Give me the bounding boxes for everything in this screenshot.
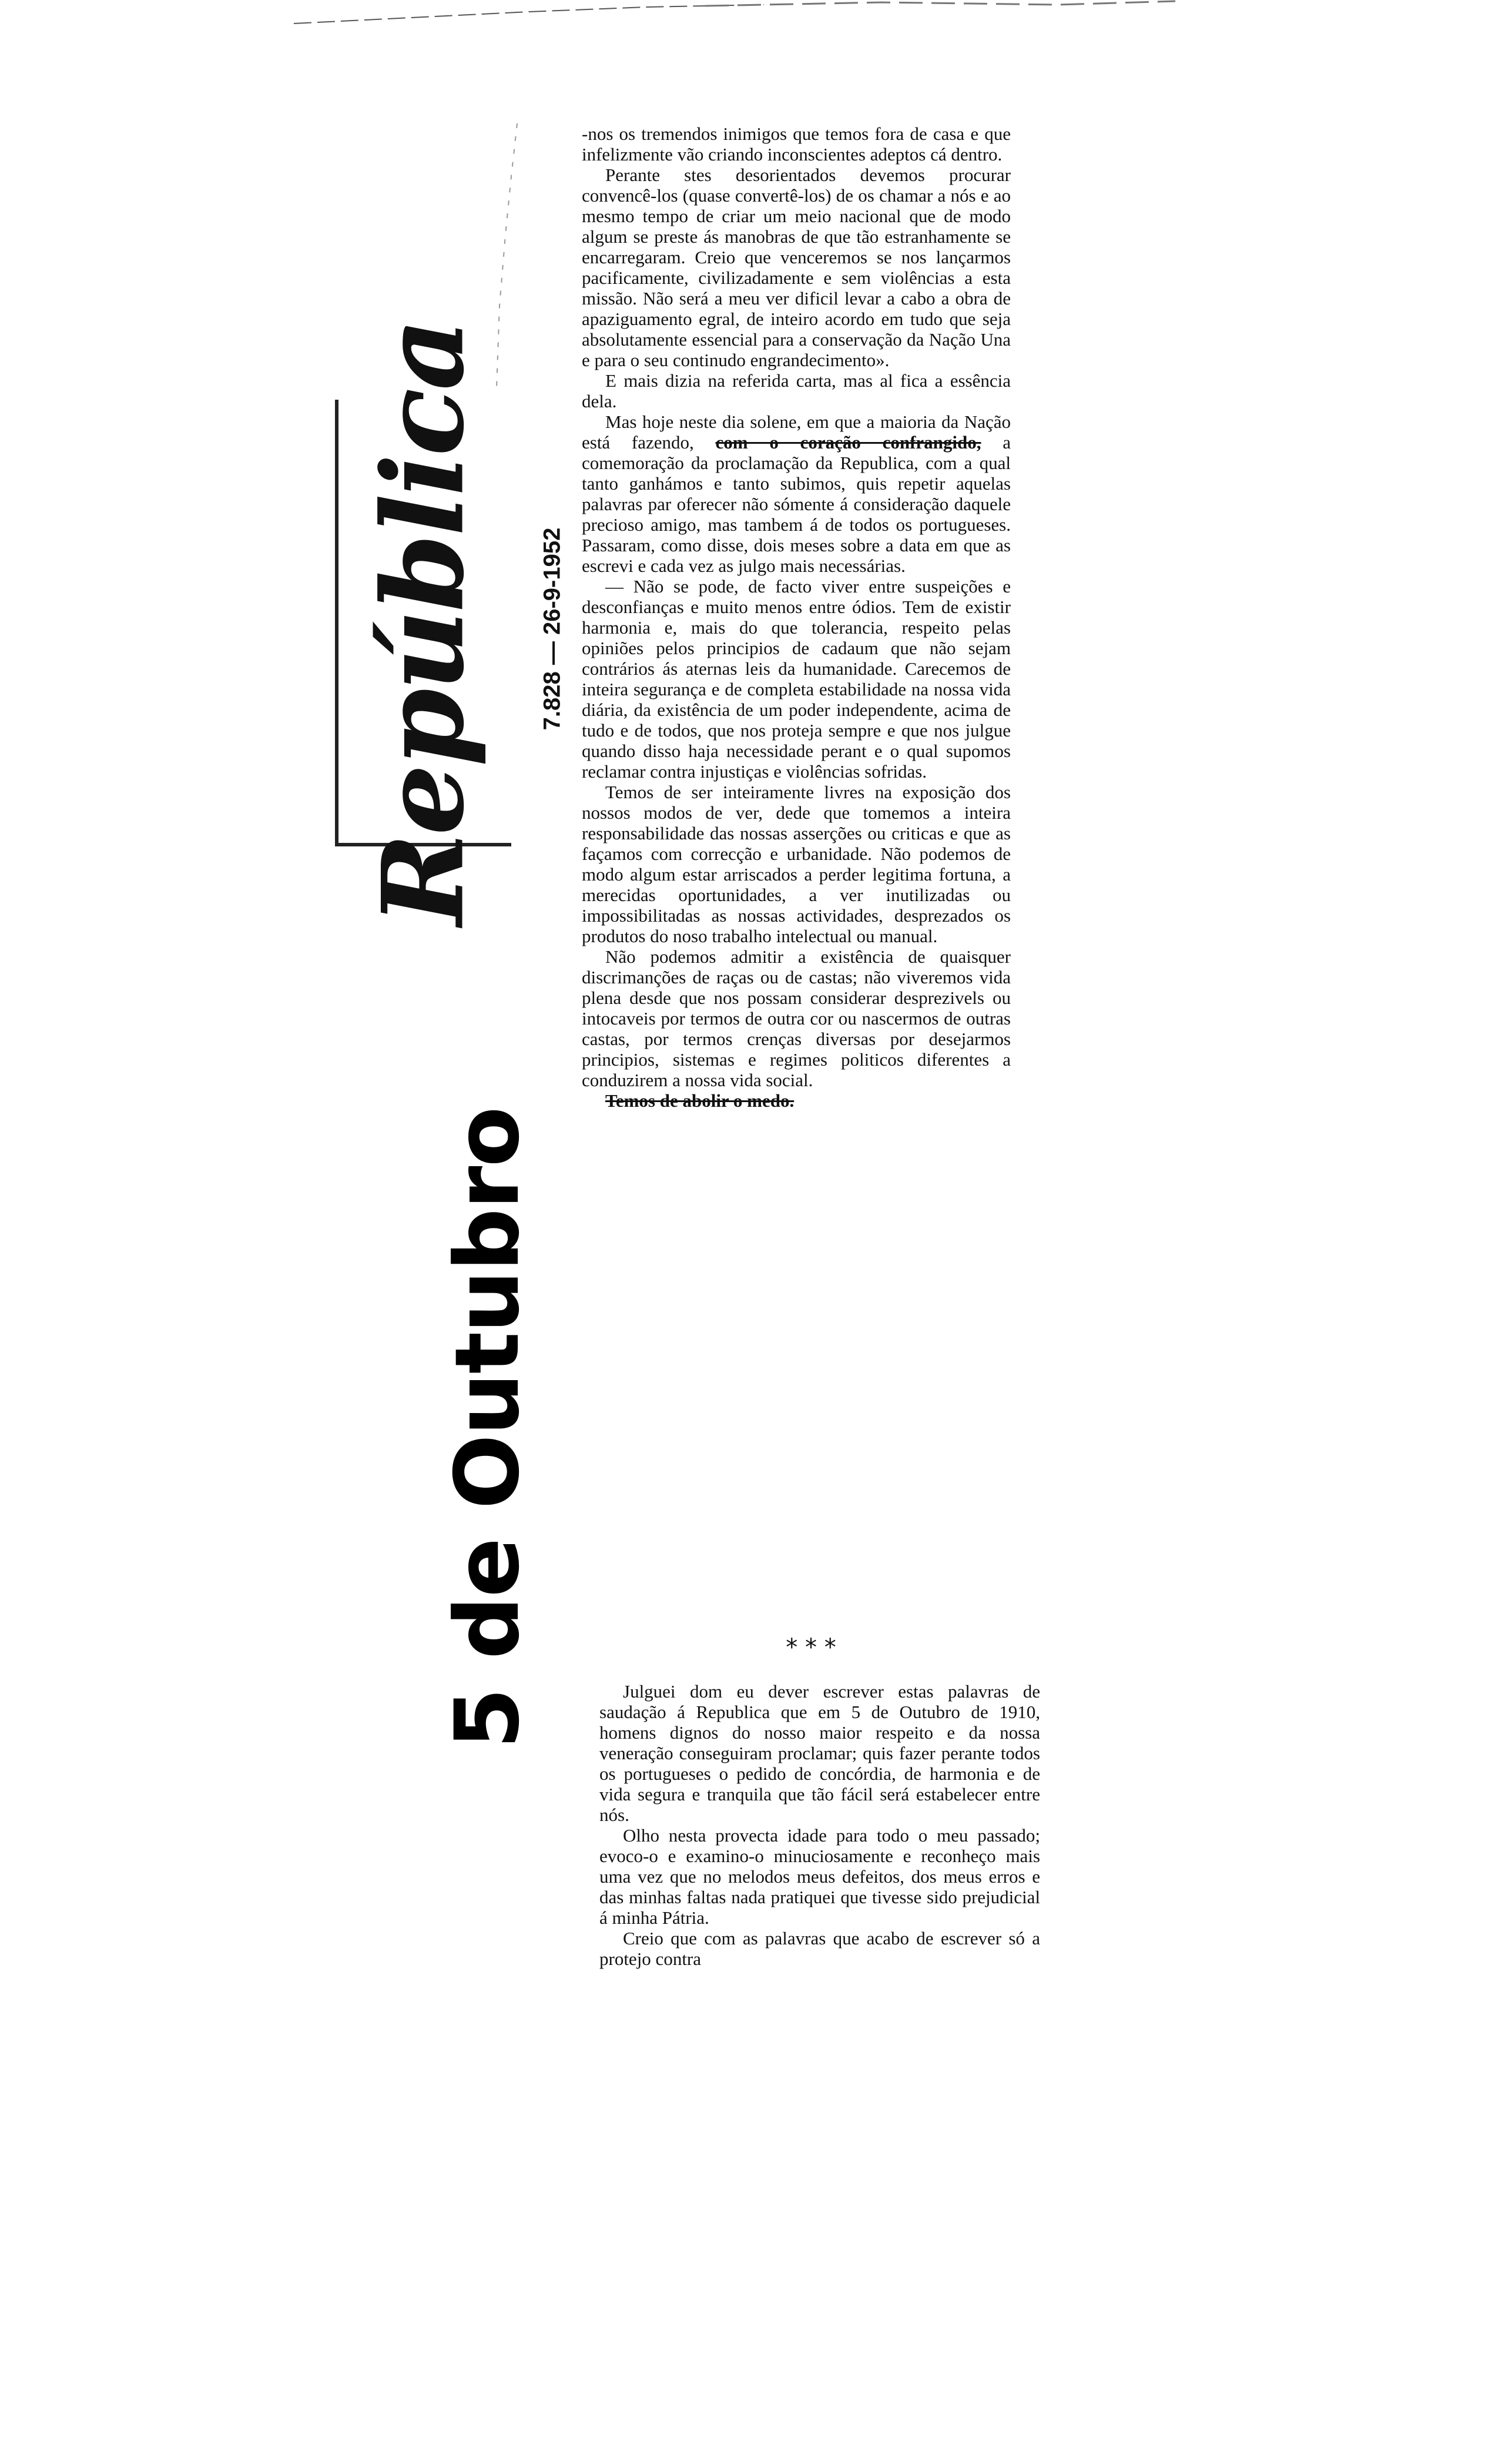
article-headline	[429, 1107, 547, 1749]
article-paragraph: -nos os tremendos inimigos que temos fora de casa e que infelizmente vão criando inconscientes adeptos cá dentro.	[582, 123, 1011, 165]
pencil-mark	[494, 118, 529, 400]
article-paragraph: Creio que com as palavras que acabo de escrever só a protejo contra	[599, 1928, 1040, 1969]
article-paragraph: Temos de ser inteiramente livres na exposição dos nossos modos de ver, dede que tomemos a inteira responsabilidade das nossas asserções ou criticas e que as façamos com correcção e urbanidade. Não podemos de modo algum estar arriscados a perder legitima fortuna, a merecidas oportunidades, a ver inutilizadas ou impossibilitadas as nossas actividades, desprezados os produtos do noso trabalho intelectual ou manual.	[582, 782, 1011, 946]
headline-text: 5 de Outubro	[437, 1107, 539, 1749]
article-paragraph: Não podemos admitir a existência de quaisquer discrimanções de raças ou de castas; não viveremos vida plena desde que nos possam considerar desprezivels ou intocaveis por termos de outra cor ou nascermos de outras castas, por termos crenças diversas por desejarmos principios, sistemas e regimes politicos diferentes a conduzirem a nossa vida social.	[582, 946, 1011, 1090]
article-column	[582, 123, 1011, 1111]
newspaper-masthead	[335, 320, 511, 926]
article-paragraph	[582, 411, 1011, 576]
article-paragraph: Julguei dom eu dever escrever estas palavras de saudação á Republica que em 5 de Outubro de 1910, homens dignos do nosso maior respeito e da nossa veneração conseguiram proclamar; quis fazer perante todos os portugueses o pedido de concórdia, de harmonia e de vida segura e tranquila que tão fácil será estabelecer entre nós.	[599, 1681, 1040, 1825]
article-paragraph: — Não se pode, de facto viver entre suspeições e desconfianças e muito menos entre ódios. Tem de existir harmonia e, mais do que tolerancia, respeito pelas opiniões pelos principios de cadaum que não sejam contrários ás aternas leis da humanidade. Carecemos de inteira segurança e de completa estabilidade na nossa vida diária, da existência de um poder independente, acima de tudo e de todos, que nos proteja sempre e que nos julgue quando disso haja necessidade perant e o qual supomos reclamar contra injustiças e violências sofridas.	[582, 576, 1011, 782]
struck-text: com o coração confrangido,	[715, 432, 981, 453]
article-column-bottom	[599, 1681, 1040, 1969]
masthead-title: República	[357, 320, 489, 926]
date-stamp	[535, 505, 570, 752]
scan-edge-artifacts	[0, 0, 1495, 35]
article-paragraph: Perante stes desorientados devemos procurar convencê-los (quase convertê-los) de os chamar a nós e ao mesmo tempo de criar um meio nacional que de modo algum se preste ás manobras de que tão estranhamente se encarregaram. Creio que venceremos se nos lançarmos pacificamente, civilizadamente e sem violências a esta missão. Não será a meu ver dificil levar a cabo a obra de apaziguamento egral, de inteiro acordo em tudo que seja absolutamente essencial para a conservação da Nação Una e para o seu continudo engrandecimento».	[582, 165, 1011, 370]
paragraph-part: Mas hoje neste dia solene, em que a maioria da Nação está fazendo,	[582, 411, 1011, 453]
article-paragraph: Olho nesta provecta idade para todo o meu passado; evoco-o e examino-o minuciosamente e reconheço mais uma vez que no melodos meus defeitos, dos meus erros e das minhas faltas nada pratiquei que tivesse sido prejudicial á minha Pátria.	[599, 1825, 1040, 1928]
paragraph-part: a comemoração da proclamação da Republica, com a qual tanto ganhámos e tanto subimos, quis repetir aquelas palavras par oferecer não sómente á consideração daquele precioso amigo, mas tambem á de todos os portugueses. Passaram, como disse, dois meses sobre a data em que as escrevi e cada vez as julgo mais necessárias.	[582, 432, 1011, 576]
struck-line: Temos de abolir o medo.	[605, 1090, 795, 1111]
date-stamp-text: 7.828 — 26-9-1952	[539, 527, 565, 731]
section-separator: * * *	[786, 1634, 836, 1661]
article-paragraph: E mais dizia na referida carta, mas al fica a essência dela.	[582, 370, 1011, 411]
